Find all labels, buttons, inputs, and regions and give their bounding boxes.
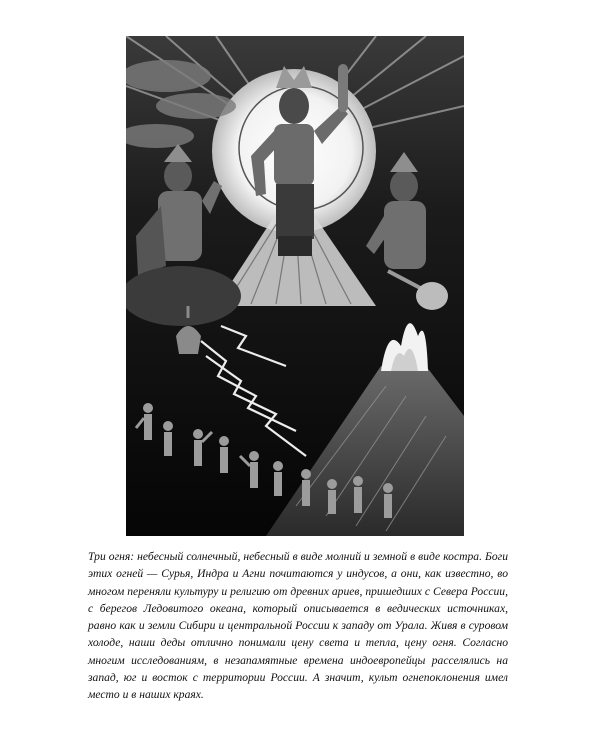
fire-deities-illustration [126, 36, 464, 536]
illustration-caption: Три огня: небесный солнечный, небесный в виде молний и земной в виде костра. Боги этих огней — Сурья, Индра и Агни почитаются у индусов, а они, как известно, во многом переняли культуру и религию от древних ариев, пришедших с Севера России, с берегов Ледовитого океана, который описывается в ведических источниках, равно как и земли Сибири и центральной России к западу от Урала. Живя в суровом холоде, наши деды отлично понимали цену света и тепла, цену огня. Согласно многим исследованиям, в незапамятные времена индоевропейцы расселялись на запад, юг и восток с территории России. А значит, культ огнепоклонения имел место и в наших краях. [88, 550, 508, 702]
